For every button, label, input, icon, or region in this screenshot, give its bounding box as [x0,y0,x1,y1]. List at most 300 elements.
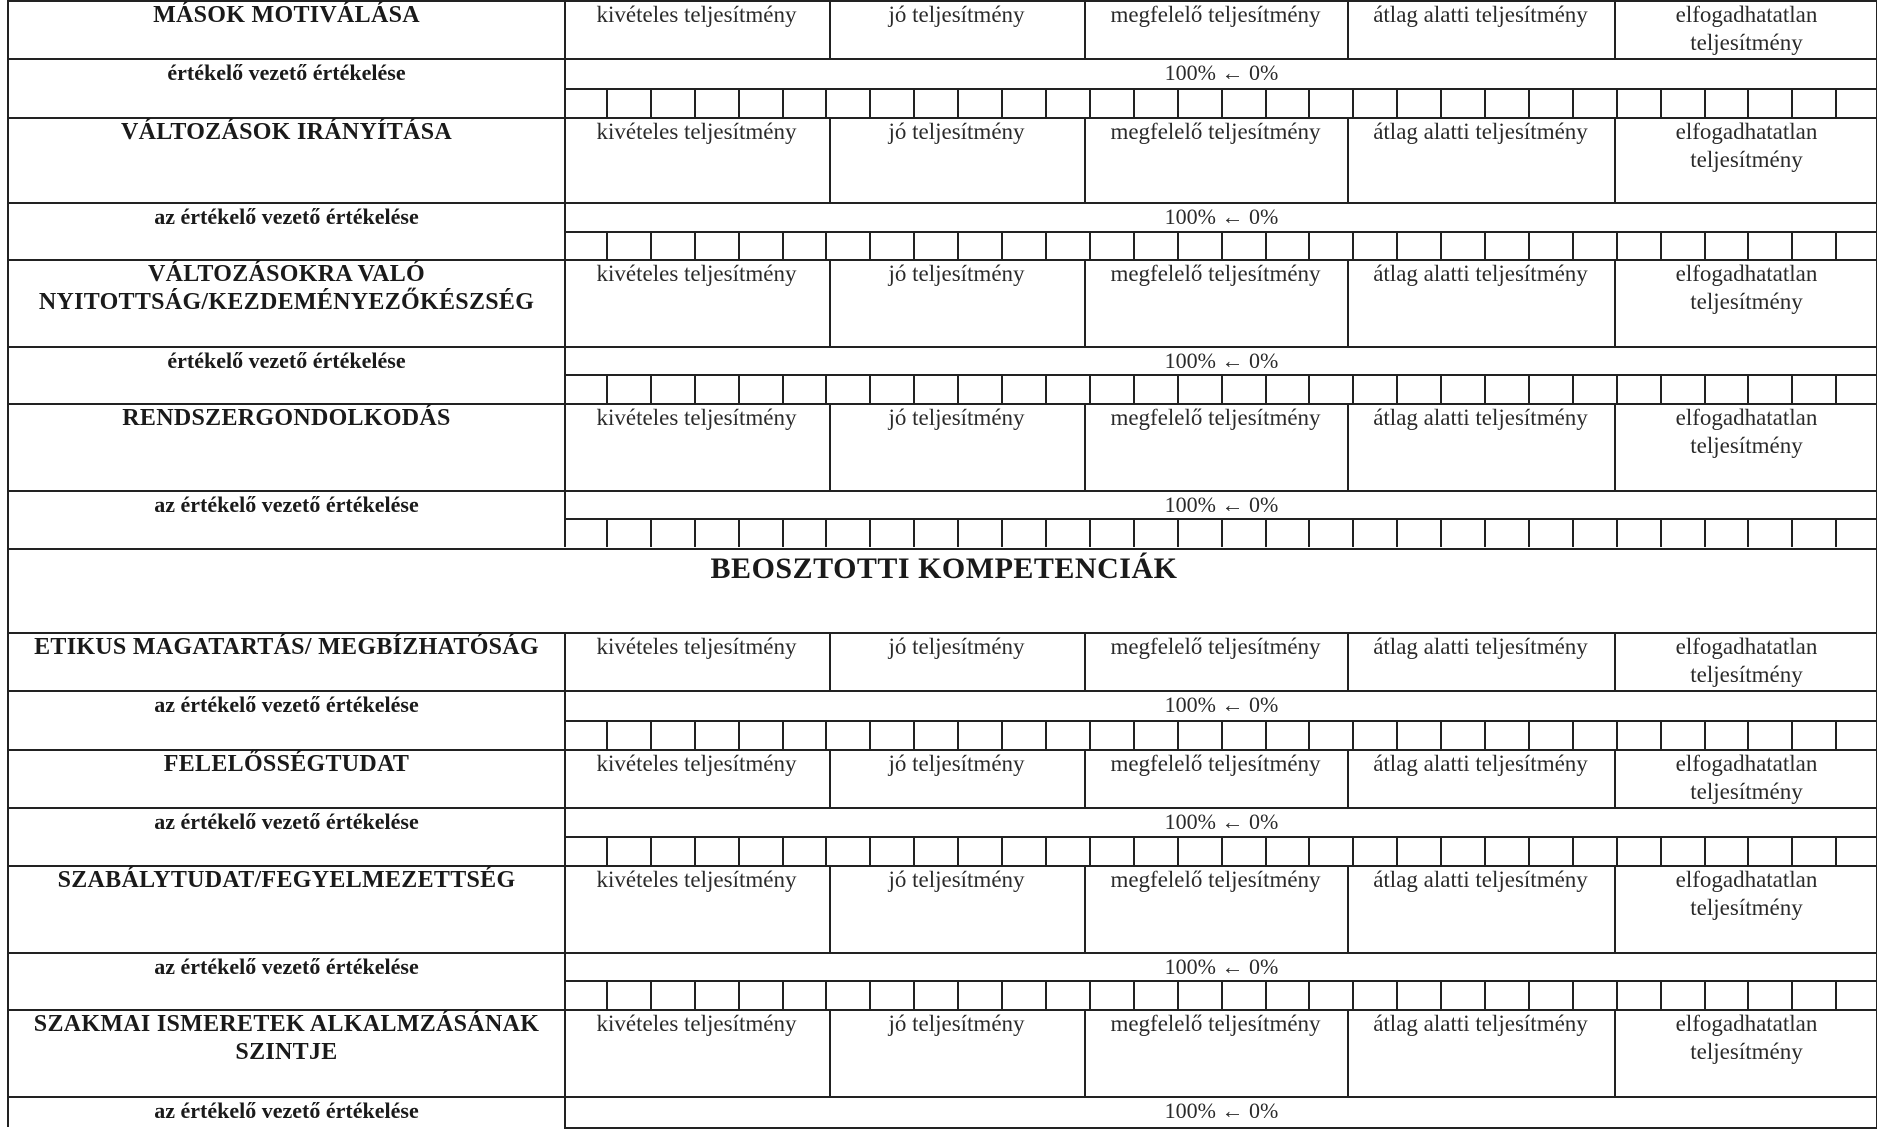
rating-cell[interactable] [1662,90,1706,117]
rating-cell[interactable] [696,90,740,117]
rule-line [1614,0,1616,58]
rating-cell[interactable] [652,90,696,117]
rating-cell[interactable] [1793,90,1837,117]
competency-evaluation-form [7,0,1877,1127]
rating-cell[interactable] [1442,722,1486,749]
rule-line [1347,1009,1349,1096]
competency-name: VÁLTOZÁSOK IRÁNYÍTÁSA [120,119,453,145]
rating-cell[interactable] [1793,233,1837,259]
rating-cell[interactable] [1047,982,1091,1009]
rating-cell[interactable] [915,722,959,749]
performance-level-label: elfogadhatatlan teljesítmény [1675,261,1818,314]
rule-line [1084,1009,1086,1096]
rating-cell[interactable] [1310,376,1354,403]
rating-cell[interactable] [1223,838,1267,865]
rating-cell[interactable] [784,838,828,865]
rating-cell[interactable] [1574,982,1618,1009]
rating-cell[interactable] [959,982,1003,1009]
rating-cell[interactable] [1003,838,1047,865]
competency-name: FELELŐSSÉGTUDAT [163,751,410,777]
rating-cell[interactable] [827,376,871,403]
rating-cell[interactable] [1749,520,1793,547]
competency-name: VÁLTOZÁSOKRA VALÓ NYITOTTSÁG/KEZDEMÉNYEZŐKÉSZSÉG [38,261,535,315]
rating-cell[interactable] [1003,376,1047,403]
rating-cell[interactable] [1267,520,1311,547]
rating-cell[interactable] [1003,722,1047,749]
rating-cell[interactable] [959,90,1003,117]
performance-level-label: jó teljesítmény [888,1011,1025,1036]
rating-cell[interactable] [740,722,784,749]
rating-cell[interactable] [652,838,696,865]
competency-name: SZAKMAI ISMERETEK ALKALMZÁSÁNAK SZINTJE [33,1011,540,1065]
rating-cell[interactable] [1354,520,1398,547]
rating-cell[interactable] [1837,520,1877,547]
rating-cell[interactable] [1354,376,1398,403]
rating-cell[interactable] [564,520,608,547]
competency-name: ETIKUS MAGATARTÁS/ MEGBÍZHATÓSÁG [34,634,539,660]
performance-level-label: elfogadhatatlan teljesítmény [1675,634,1818,687]
rating-cell[interactable] [1442,838,1486,865]
rule-line [829,749,831,807]
rating-cell[interactable] [1267,838,1311,865]
rating-cell[interactable] [1618,90,1662,117]
rating-cell[interactable] [1574,838,1618,865]
performance-level-label: kivételes teljesítmény [596,751,797,776]
performance-level-label: átlag alatti teljesítmény [1373,2,1588,27]
rating-cell[interactable] [915,838,959,865]
rating-cell[interactable] [1135,90,1179,117]
rule-line [1084,259,1086,346]
rating-cell[interactable] [1442,520,1486,547]
performance-level-label: átlag alatti teljesítmény [1373,405,1588,430]
rating-cell[interactable] [1223,233,1267,259]
rating-cell[interactable] [1793,982,1837,1009]
rating-cell[interactable] [1618,233,1662,259]
rule-line [1347,865,1349,952]
percent-scale-label: 100% ← 0% [1164,809,1279,834]
rating-cell[interactable] [1662,520,1706,547]
rating-cell[interactable] [1793,520,1837,547]
section-title: BEOSZTOTTI KOMPETENCIÁK [710,552,1178,585]
rating-cell[interactable] [1706,520,1750,547]
rating-cell[interactable] [1530,233,1574,259]
rule-line [1614,865,1616,952]
rating-cell[interactable] [1486,982,1530,1009]
rating-cell[interactable] [1091,233,1135,259]
competency-name: RENDSZERGONDOLKODÁS [122,405,451,431]
rating-cell[interactable] [1310,233,1354,259]
rating-cell[interactable] [1706,90,1750,117]
rating-cell[interactable] [1662,233,1706,259]
performance-level-label: jó teljesítmény [888,867,1025,892]
rating-cell[interactable] [1310,520,1354,547]
rating-cell[interactable] [784,982,828,1009]
rating-cell[interactable] [1047,722,1091,749]
rating-cell[interactable] [1047,90,1091,117]
rating-cell[interactable] [827,838,871,865]
rater-label: az értékelő vezető értékelése [154,492,419,517]
rating-cell[interactable] [1574,90,1618,117]
rating-cell[interactable] [1135,722,1179,749]
rating-cells [564,722,1877,749]
rating-cell[interactable] [784,722,828,749]
competency-block [9,1009,1877,1127]
rater-label: az értékelő vezető értékelése [154,204,419,229]
rating-cell[interactable] [1223,722,1267,749]
rating-cell[interactable] [915,376,959,403]
rating-cell[interactable] [827,722,871,749]
rating-cell[interactable] [1267,90,1311,117]
rating-cell[interactable] [696,722,740,749]
rating-cell[interactable] [1530,838,1574,865]
rating-cell[interactable] [959,722,1003,749]
percent-scale-label: 100% ← 0% [1164,348,1279,373]
rating-cell[interactable] [1749,838,1793,865]
rule-line [1084,865,1086,952]
rating-cell[interactable] [1091,376,1135,403]
rating-cell[interactable] [1618,520,1662,547]
performance-level-label: megfelelő teljesítmény [1110,119,1321,144]
rating-cell[interactable] [1003,520,1047,547]
rule-line [829,1009,831,1096]
rating-cell[interactable] [564,722,608,749]
rating-cell[interactable] [1354,90,1398,117]
rule-line [1084,0,1086,58]
rating-cell[interactable] [696,838,740,865]
rating-cell[interactable] [1047,376,1091,403]
rule-line [1614,632,1616,690]
rule-line [1347,632,1349,690]
rating-cell[interactable] [1179,90,1223,117]
rating-cell[interactable] [652,722,696,749]
rating-cell[interactable] [1662,376,1706,403]
rater-label: az értékelő vezető értékelése [154,954,419,979]
rating-cells [564,233,1877,259]
rating-cell[interactable] [608,376,652,403]
performance-level-label: elfogadhatatlan teljesítmény [1675,751,1818,804]
competency-block [9,749,1877,865]
rating-cell[interactable] [1442,233,1486,259]
rating-cell[interactable] [871,233,915,259]
performance-level-label: megfelelő teljesítmény [1110,751,1321,776]
rating-cells [564,838,1877,865]
rating-cell[interactable] [784,520,828,547]
rating-cell[interactable] [608,520,652,547]
performance-level-label: kivételes teljesítmény [596,405,797,430]
performance-level-label: átlag alatti teljesítmény [1373,119,1588,144]
rating-cell[interactable] [740,376,784,403]
rating-cell[interactable] [608,838,652,865]
rating-cell[interactable] [564,982,608,1009]
rating-cell[interactable] [1749,233,1793,259]
rating-cell[interactable] [1223,90,1267,117]
rule-line [829,865,831,952]
rating-cell[interactable] [827,982,871,1009]
rating-cell[interactable] [1574,376,1618,403]
performance-level-label: elfogadhatatlan teljesítmény [1675,867,1818,920]
rater-label: az értékelő vezető értékelése [154,809,419,834]
rating-cell[interactable] [1618,722,1662,749]
rating-cell[interactable] [1706,233,1750,259]
rating-cell[interactable] [1530,722,1574,749]
rating-cell[interactable] [915,233,959,259]
competency-block [9,632,1877,749]
rating-cell[interactable] [1486,520,1530,547]
rating-cell[interactable] [1398,982,1442,1009]
rating-cell[interactable] [652,982,696,1009]
rating-cell[interactable] [696,376,740,403]
rating-cell[interactable] [871,982,915,1009]
rating-cell[interactable] [1354,722,1398,749]
performance-level-label: átlag alatti teljesítmény [1373,634,1588,659]
rule-line [1084,403,1086,490]
rating-cell[interactable] [1530,376,1574,403]
rating-cell[interactable] [1310,722,1354,749]
rule-line [1614,403,1616,490]
rating-cell[interactable] [1706,722,1750,749]
rating-cells [564,376,1877,403]
performance-level-label: átlag alatti teljesítmény [1373,261,1588,286]
rating-cell[interactable] [1179,838,1223,865]
rating-cell[interactable] [740,90,784,117]
rating-cell[interactable] [1574,520,1618,547]
rating-cell[interactable] [1837,233,1877,259]
rating-cell[interactable] [1749,376,1793,403]
rating-cell[interactable] [1442,982,1486,1009]
rating-cell[interactable] [784,233,828,259]
rating-cell[interactable] [1091,722,1135,749]
competency-block [9,403,1877,547]
rating-cell[interactable] [1179,376,1223,403]
rating-cell[interactable] [696,233,740,259]
rating-cell[interactable] [1135,982,1179,1009]
rating-cell[interactable] [827,90,871,117]
rating-cell[interactable] [871,90,915,117]
rating-cell[interactable] [1662,838,1706,865]
rating-cell[interactable] [1354,982,1398,1009]
rating-cell[interactable] [564,376,608,403]
rating-cell[interactable] [1179,233,1223,259]
rating-cell[interactable] [871,520,915,547]
rating-cell[interactable] [608,982,652,1009]
rating-cell[interactable] [1486,722,1530,749]
rating-cell[interactable] [1047,233,1091,259]
rating-cell[interactable] [1267,233,1311,259]
rating-cell[interactable] [1091,520,1135,547]
rule-line [9,548,1877,550]
percent-scale-label: 100% ← 0% [1164,954,1279,979]
rating-cell[interactable] [1223,520,1267,547]
rating-cell[interactable] [1267,982,1311,1009]
performance-level-label: megfelelő teljesítmény [1110,1011,1321,1036]
rating-cell[interactable] [1091,90,1135,117]
rating-cell[interactable] [1179,982,1223,1009]
rating-cell[interactable] [696,520,740,547]
rating-cell[interactable] [740,520,784,547]
rating-cell[interactable] [915,982,959,1009]
rating-cell[interactable] [1706,982,1750,1009]
performance-level-label: kivételes teljesítmény [596,867,797,892]
rating-cell[interactable] [1530,90,1574,117]
rating-cell[interactable] [740,233,784,259]
rating-cell[interactable] [1793,376,1837,403]
rating-cell[interactable] [1003,982,1047,1009]
rating-cell[interactable] [1135,233,1179,259]
percent-scale-label: 100% ← 0% [1164,204,1279,229]
rating-cell[interactable] [1749,722,1793,749]
rating-cell[interactable] [1398,376,1442,403]
rating-cell[interactable] [1574,722,1618,749]
performance-level-label: megfelelő teljesítmény [1110,634,1321,659]
performance-level-label: elfogadhatatlan teljesítmény [1675,119,1818,172]
performance-level-label: jó teljesítmény [888,261,1025,286]
rating-cell[interactable] [1749,90,1793,117]
rating-cell[interactable] [959,838,1003,865]
rating-cell[interactable] [564,838,608,865]
rating-cell[interactable] [871,722,915,749]
rule-line [1614,1009,1616,1096]
rating-cell[interactable] [1398,520,1442,547]
rating-cell[interactable] [1574,233,1618,259]
rating-cell[interactable] [652,376,696,403]
rating-cell[interactable] [1398,90,1442,117]
rating-cell[interactable] [1486,233,1530,259]
rating-cell[interactable] [1135,376,1179,403]
rating-cell[interactable] [740,982,784,1009]
rating-cells [564,982,1877,1009]
performance-level-label: átlag alatti teljesítmény [1373,867,1588,892]
performance-level-label: megfelelő teljesítmény [1110,2,1321,27]
rating-cell[interactable] [1047,520,1091,547]
rating-cell[interactable] [827,233,871,259]
rating-cell[interactable] [1618,982,1662,1009]
rating-cell[interactable] [1135,520,1179,547]
performance-level-label: kivételes teljesítmény [596,119,797,144]
rating-cell[interactable] [608,90,652,117]
rating-cell[interactable] [1793,838,1837,865]
rating-cell[interactable] [608,722,652,749]
rating-cell[interactable] [564,90,608,117]
rating-cell[interactable] [959,233,1003,259]
rating-cell[interactable] [1837,90,1877,117]
rating-cell[interactable] [1398,722,1442,749]
performance-level-label: megfelelő teljesítmény [1110,867,1321,892]
performance-level-label: elfogadhatatlan teljesítmény [1675,1011,1818,1064]
rule-line [1084,749,1086,807]
rating-cell[interactable] [1706,376,1750,403]
performance-level-label: elfogadhatatlan teljesítmény [1675,2,1818,55]
rule-line [1614,259,1616,346]
rating-cell[interactable] [652,520,696,547]
rating-cell[interactable] [1662,982,1706,1009]
rule-line [829,632,831,690]
rater-label: értékelő vezető értékelése [167,60,406,85]
rating-cell[interactable] [1310,90,1354,117]
rating-cell[interactable] [1618,838,1662,865]
rating-cell[interactable] [915,90,959,117]
competency-block [9,865,1877,1009]
performance-level-label: átlag alatti teljesítmény [1373,1011,1588,1036]
rating-cell[interactable] [1223,376,1267,403]
rating-cell[interactable] [696,982,740,1009]
competency-block [9,0,1877,117]
rule-line [829,117,831,202]
rating-cell[interactable] [1267,376,1311,403]
rating-cell[interactable] [1179,722,1223,749]
rating-cell[interactable] [959,376,1003,403]
percent-scale-label: 100% ← 0% [1164,692,1279,717]
rating-cell[interactable] [1837,838,1877,865]
rating-cell[interactable] [1047,838,1091,865]
rating-cell[interactable] [1003,90,1047,117]
rating-cell[interactable] [608,233,652,259]
rating-cell[interactable] [1223,982,1267,1009]
rating-cell[interactable] [1135,838,1179,865]
performance-level-label: kivételes teljesítmény [596,634,797,659]
rating-cell[interactable] [1793,722,1837,749]
rating-cell[interactable] [915,520,959,547]
rating-cell[interactable] [1310,982,1354,1009]
rating-cell[interactable] [652,233,696,259]
rater-label: értékelő vezető értékelése [167,348,406,373]
rating-cell[interactable] [1662,722,1706,749]
percent-scale-label: 100% ← 0% [1164,60,1279,85]
rating-cell[interactable] [1837,376,1877,403]
rating-cell[interactable] [1310,838,1354,865]
rating-cell[interactable] [1267,722,1311,749]
rating-cell[interactable] [871,838,915,865]
rating-cell[interactable] [1837,722,1877,749]
rating-cell[interactable] [827,520,871,547]
rating-cell[interactable] [1486,838,1530,865]
rating-cell[interactable] [1486,90,1530,117]
rule-line [1347,259,1349,346]
rating-cell[interactable] [1486,376,1530,403]
rating-cell[interactable] [1398,233,1442,259]
rating-cell[interactable] [1091,838,1135,865]
rating-cell[interactable] [1179,520,1223,547]
rating-cell[interactable] [1442,90,1486,117]
rating-cell[interactable] [1706,838,1750,865]
performance-level-label: elfogadhatatlan teljesítmény [1675,405,1818,458]
rating-cell[interactable] [1398,838,1442,865]
rating-cell[interactable] [1618,376,1662,403]
rating-cell[interactable] [959,520,1003,547]
rating-cell[interactable] [1530,982,1574,1009]
rule-line [1084,117,1086,202]
performance-level-label: megfelelő teljesítmény [1110,405,1321,430]
rating-cell[interactable] [1749,982,1793,1009]
rule-line [1347,0,1349,58]
rating-cell[interactable] [1442,376,1486,403]
rating-cell[interactable] [1354,838,1398,865]
rating-cell[interactable] [1354,233,1398,259]
rater-label: az értékelő vezető értékelése [154,692,419,717]
rating-cell[interactable] [784,376,828,403]
rating-cell[interactable] [564,233,608,259]
performance-level-label: jó teljesítmény [888,634,1025,659]
rating-cell[interactable] [1003,233,1047,259]
rating-cell[interactable] [784,90,828,117]
rating-cell[interactable] [1530,520,1574,547]
rating-cells [564,90,1877,117]
rule-line [829,0,831,58]
rating-cell[interactable] [871,376,915,403]
percent-scale-label: 100% ← 0% [1164,492,1279,517]
rating-cell[interactable] [1091,982,1135,1009]
rating-cell[interactable] [740,838,784,865]
rating-cell[interactable] [1837,982,1877,1009]
